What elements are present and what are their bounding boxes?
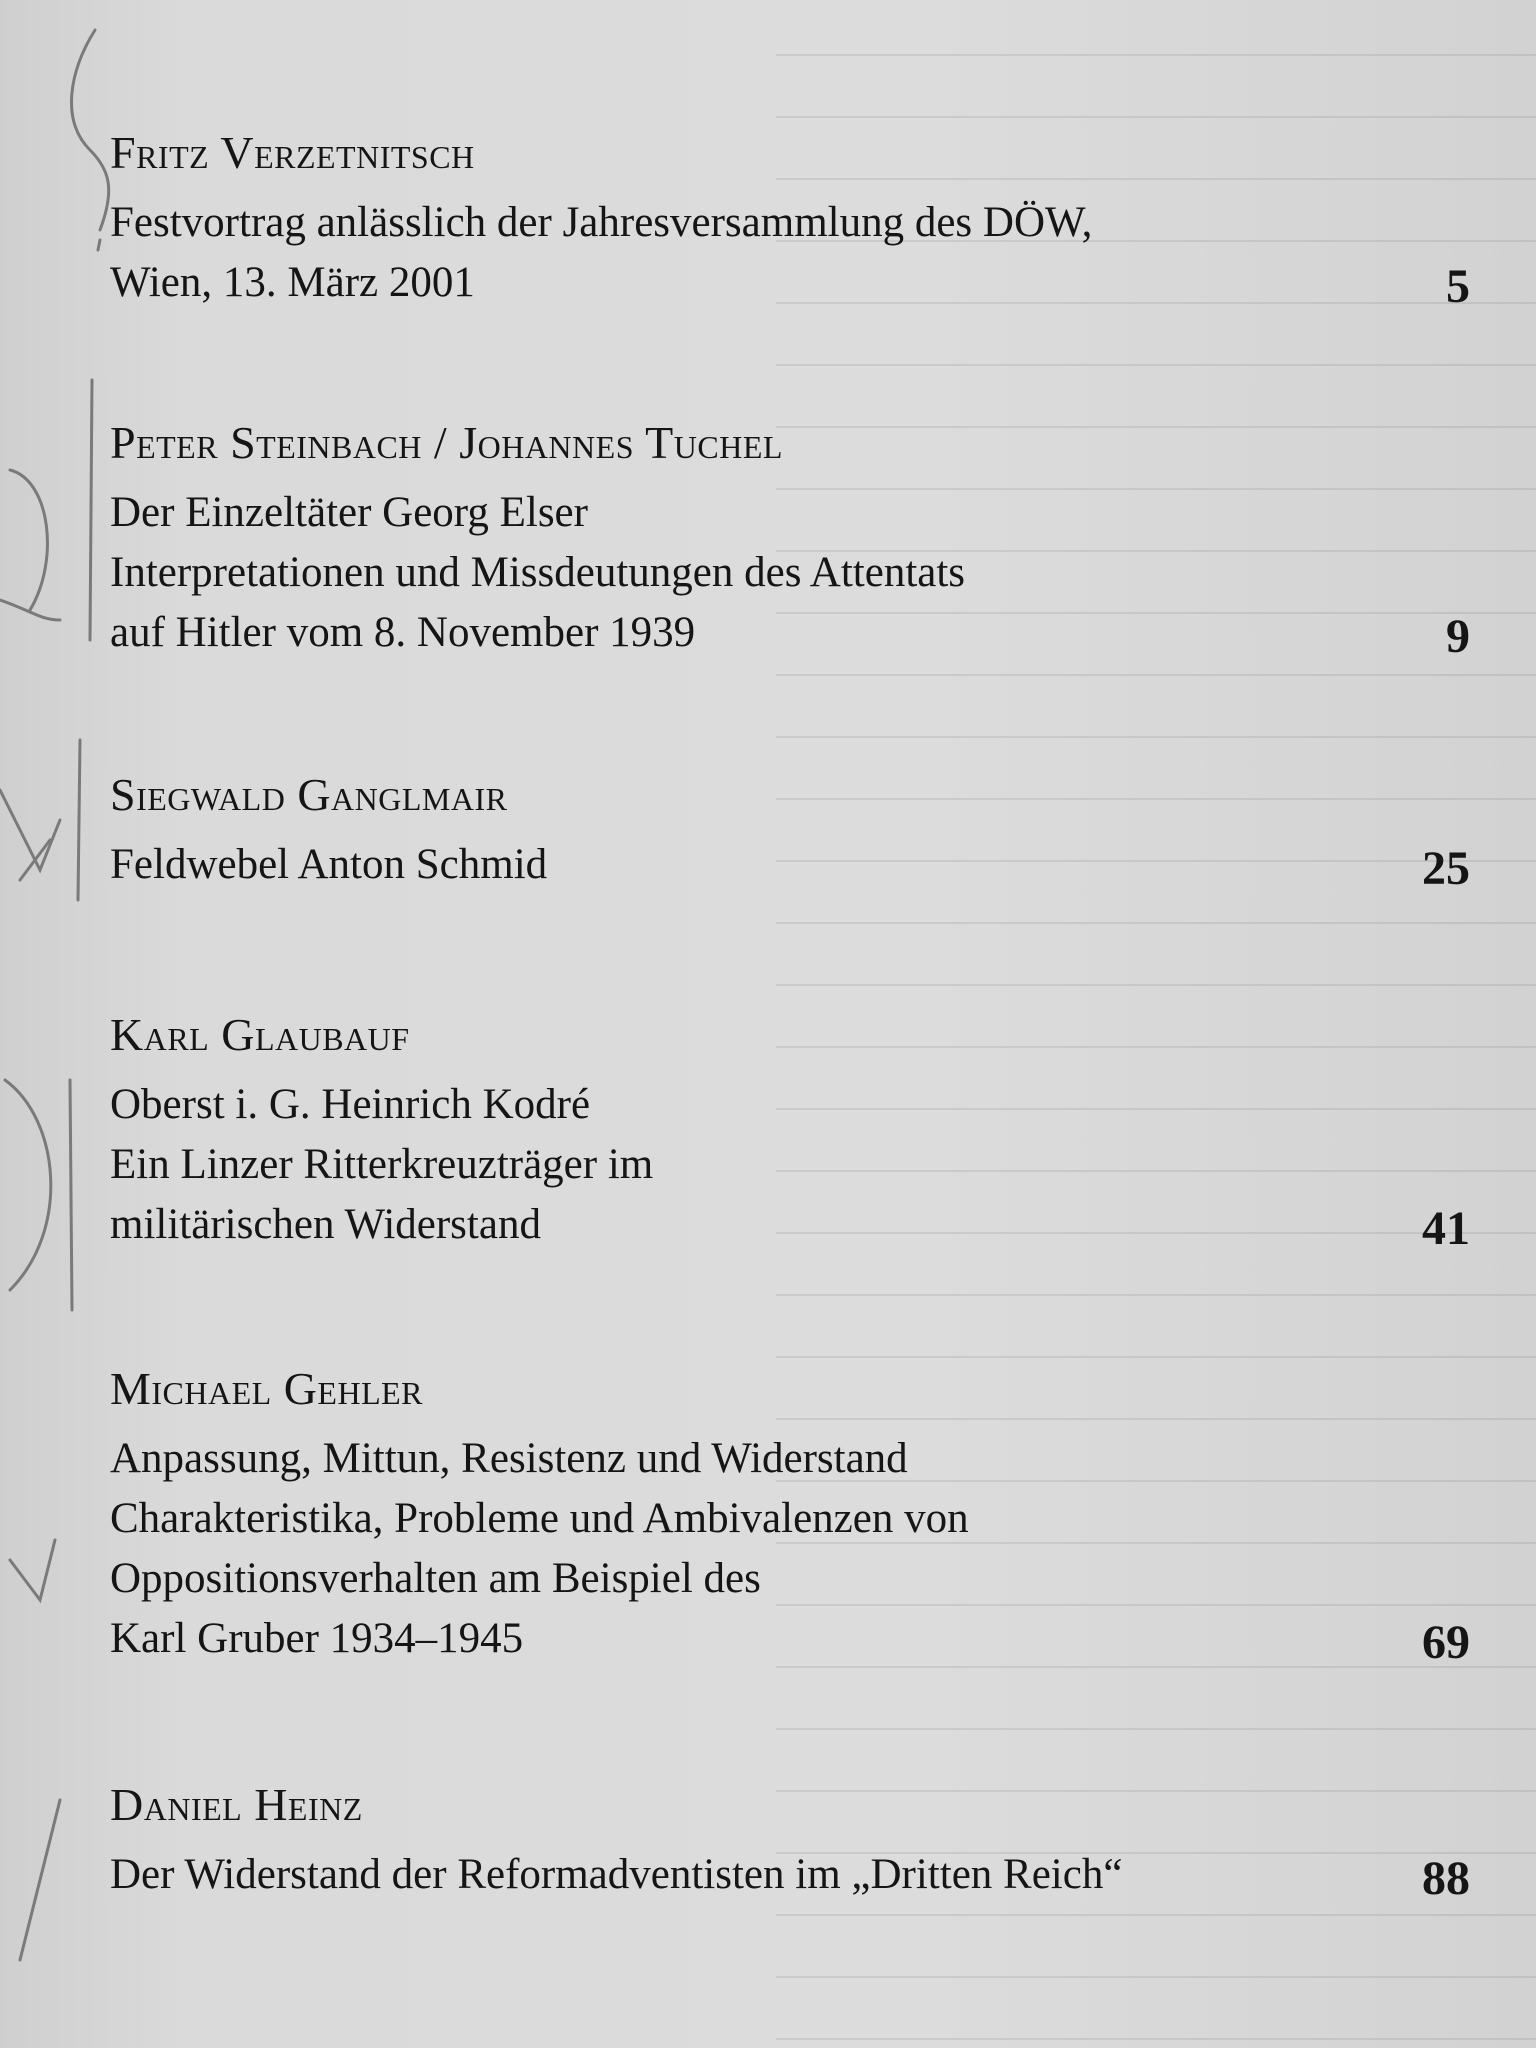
entry-title-line: Anpassung, Mittun, Resistenz und Widerstand [110, 1434, 908, 1482]
toc-entry-3 [110, 770, 1470, 900]
entry-title-line: Wien, 13. März 2001 [110, 258, 475, 306]
entry-title-line: Feldwebel Anton Schmid [110, 840, 548, 888]
entry-author: Peter Steinbach / Johannes Tuchel [110, 417, 783, 468]
entry-title [110, 835, 1470, 895]
entry-author: Michael Gehler [110, 1363, 424, 1414]
entry-title-line: Interpretationen und Missdeutungen des Attentats [110, 548, 966, 596]
toc-entry-4 [110, 1010, 1470, 1260]
entry-author: Karl Glaubauf [110, 1009, 410, 1060]
entry-title [110, 1845, 1470, 1905]
entry-title-line: Festvortrag anlässlich der Jahresversammlung des DÖW, [110, 198, 1093, 246]
entry-author: Fritz Verzetnitsch [110, 127, 475, 178]
entry-title-line: Oppositionsverhalten am Beispiel des [110, 1554, 761, 1602]
entry-title-line: militärischen Widerstand [110, 1200, 541, 1248]
entry-page-number: 41 [1422, 1202, 1470, 1255]
toc-entry-2 [110, 418, 1470, 668]
toc-entry-6 [110, 1780, 1470, 1910]
entry-title [110, 1075, 1470, 1255]
entry-page-number: 25 [1422, 842, 1470, 895]
entry-title-line: Der Einzeltäter Georg Elser [110, 488, 588, 536]
entry-title-line: Oberst i. G. Heinrich Kodré [110, 1080, 591, 1128]
entry-page-number: 5 [1446, 260, 1470, 313]
entry-title-line: Charakteristika, Probleme und Ambivalenzen von [110, 1494, 969, 1542]
entry-title [110, 483, 1470, 663]
entry-title-line: Der Widerstand der Reformadventisten im „Dritten Reich“ [110, 1850, 1123, 1898]
entry-title-line: Ein Linzer Ritterkreuzträger im [110, 1140, 654, 1188]
entry-title-line: Karl Gruber 1934–1945 [110, 1614, 524, 1662]
entry-title [110, 1429, 1470, 1669]
entry-page-number: 69 [1422, 1616, 1470, 1669]
entry-author: Siegwald Ganglmair [110, 769, 508, 820]
toc-entry-1 [110, 128, 1470, 318]
entry-title-line: auf Hitler vom 8. November 1939 [110, 608, 696, 656]
toc-entry-5 [110, 1364, 1470, 1674]
entry-title [110, 193, 1470, 313]
entry-author: Daniel Heinz [110, 1779, 363, 1830]
entry-page-number: 88 [1422, 1852, 1470, 1905]
entry-page-number: 9 [1446, 610, 1470, 663]
